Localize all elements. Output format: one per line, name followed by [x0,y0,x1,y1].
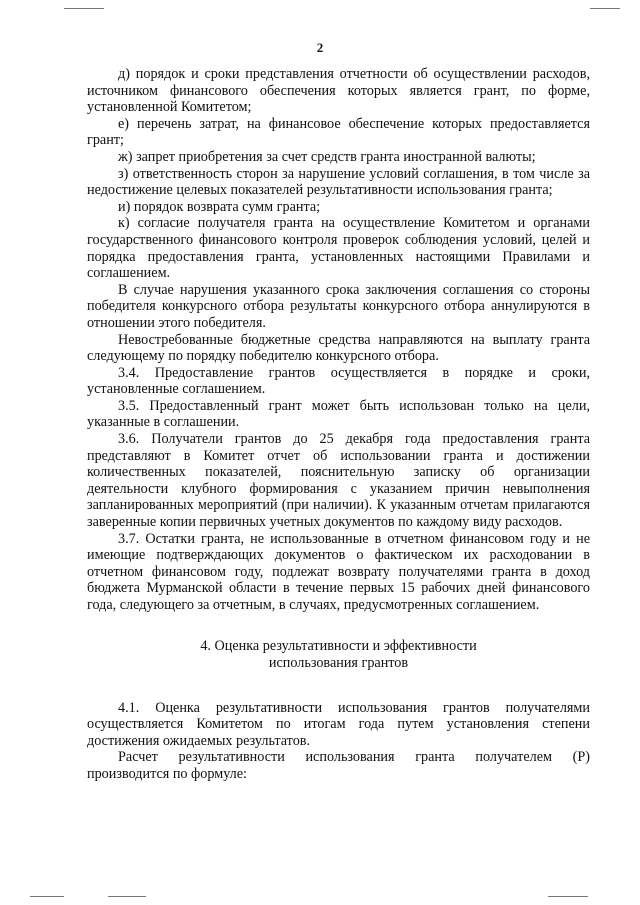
section-4-heading [87,638,590,672]
paragraph-3-4: 3.4. Предоставление грантов осуществляется в порядке и сроки, установленные соглашением. [87,364,590,398]
section-4-heading-line1: 4. Оценка результативности и эффективности [200,637,477,654]
list-item-e: е) перечень затрат, на финансовое обеспечение которых предоставляется грант; [87,115,590,149]
paragraph-formula-intro: Расчет результативности использования гранта получателем (Р) производится по формуле: [87,749,590,782]
list-item-i: и) порядок возврата сумм гранта; [118,198,321,215]
list-item-zh: ж) запрет приобретения за счет средств гранта иностранной валюты; [118,148,536,165]
list-item-d: д) порядок и сроки представления отчетности об осуществлении расходов, источником финансового обеспечения которых является грант, по форме, установленной Комитетом; [87,66,590,116]
paragraph-3-5: 3.5. Предоставленный грант может быть использован только на цели, указанные в соглашении. [87,397,590,431]
paragraph-3-6: 3.6. Получатели грантов до 25 декабря года предоставления гранта представляют в Комитет отчет об использовании гранта и достижении количественных показателей, пояснительную записку об организации деятельности клубного формирования с указанием причин невыполнения запланированных мероприятий (при наличии). К указанным отчетам прилагаются заверенные копии первичных учетных документов по каждому виду расходов. [87,431,590,531]
scan-artifact-bottom-right [548,896,588,897]
paragraph-violation: В случае нарушения указанного срока заключения соглашения со стороны победителя конкурсного отбора результаты конкурсного отбора аннулируются в отношении этого победителя. [87,281,590,331]
paragraph-unclaimed: Невостребованные бюджетные средства направляются на выплату гранта следующему по порядку победителю конкурсного отбора. [87,331,590,365]
list-item-z: з) ответственность сторон за нарушение условий соглашения, в том числе за недостижение целевых показателей результативности использования гранта; [87,165,590,199]
section-4-heading-line2: использования грантов [268,654,409,671]
document-body [87,66,590,783]
paragraph-4-1: 4.1. Оценка результативности использования грантов получателями осуществляется Комитетом по итогам года путем установления степени достижения ожидаемых результатов. [87,699,590,749]
scan-artifact-top-right [590,8,620,9]
page-number: 2 [316,40,324,55]
scan-artifact-bottom-mid [108,896,146,897]
list-item-k: к) согласие получателя гранта на осуществление Комитетом и органами государственного финансового контроля проверок соблюдения условий, целей и порядка предоставления гранта, установленных настоящими Правилами и соглашением. [87,215,590,282]
scan-artifact-top [64,8,104,9]
scan-artifact-bottom-left [30,896,64,897]
paragraph-3-7: 3.7. Остатки гранта, не использованные в отчетном финансовом году и не имеющие подтверждающих документов о фактическом их расходовании в отчетном финансовом году, подлежат возврату получателями гранта в доход бюджета Мурманской области в течение первых 15 рабочих дней финансового года, следующего за отчетным, в случаях, предусмотренных соглашением. [87,530,590,613]
